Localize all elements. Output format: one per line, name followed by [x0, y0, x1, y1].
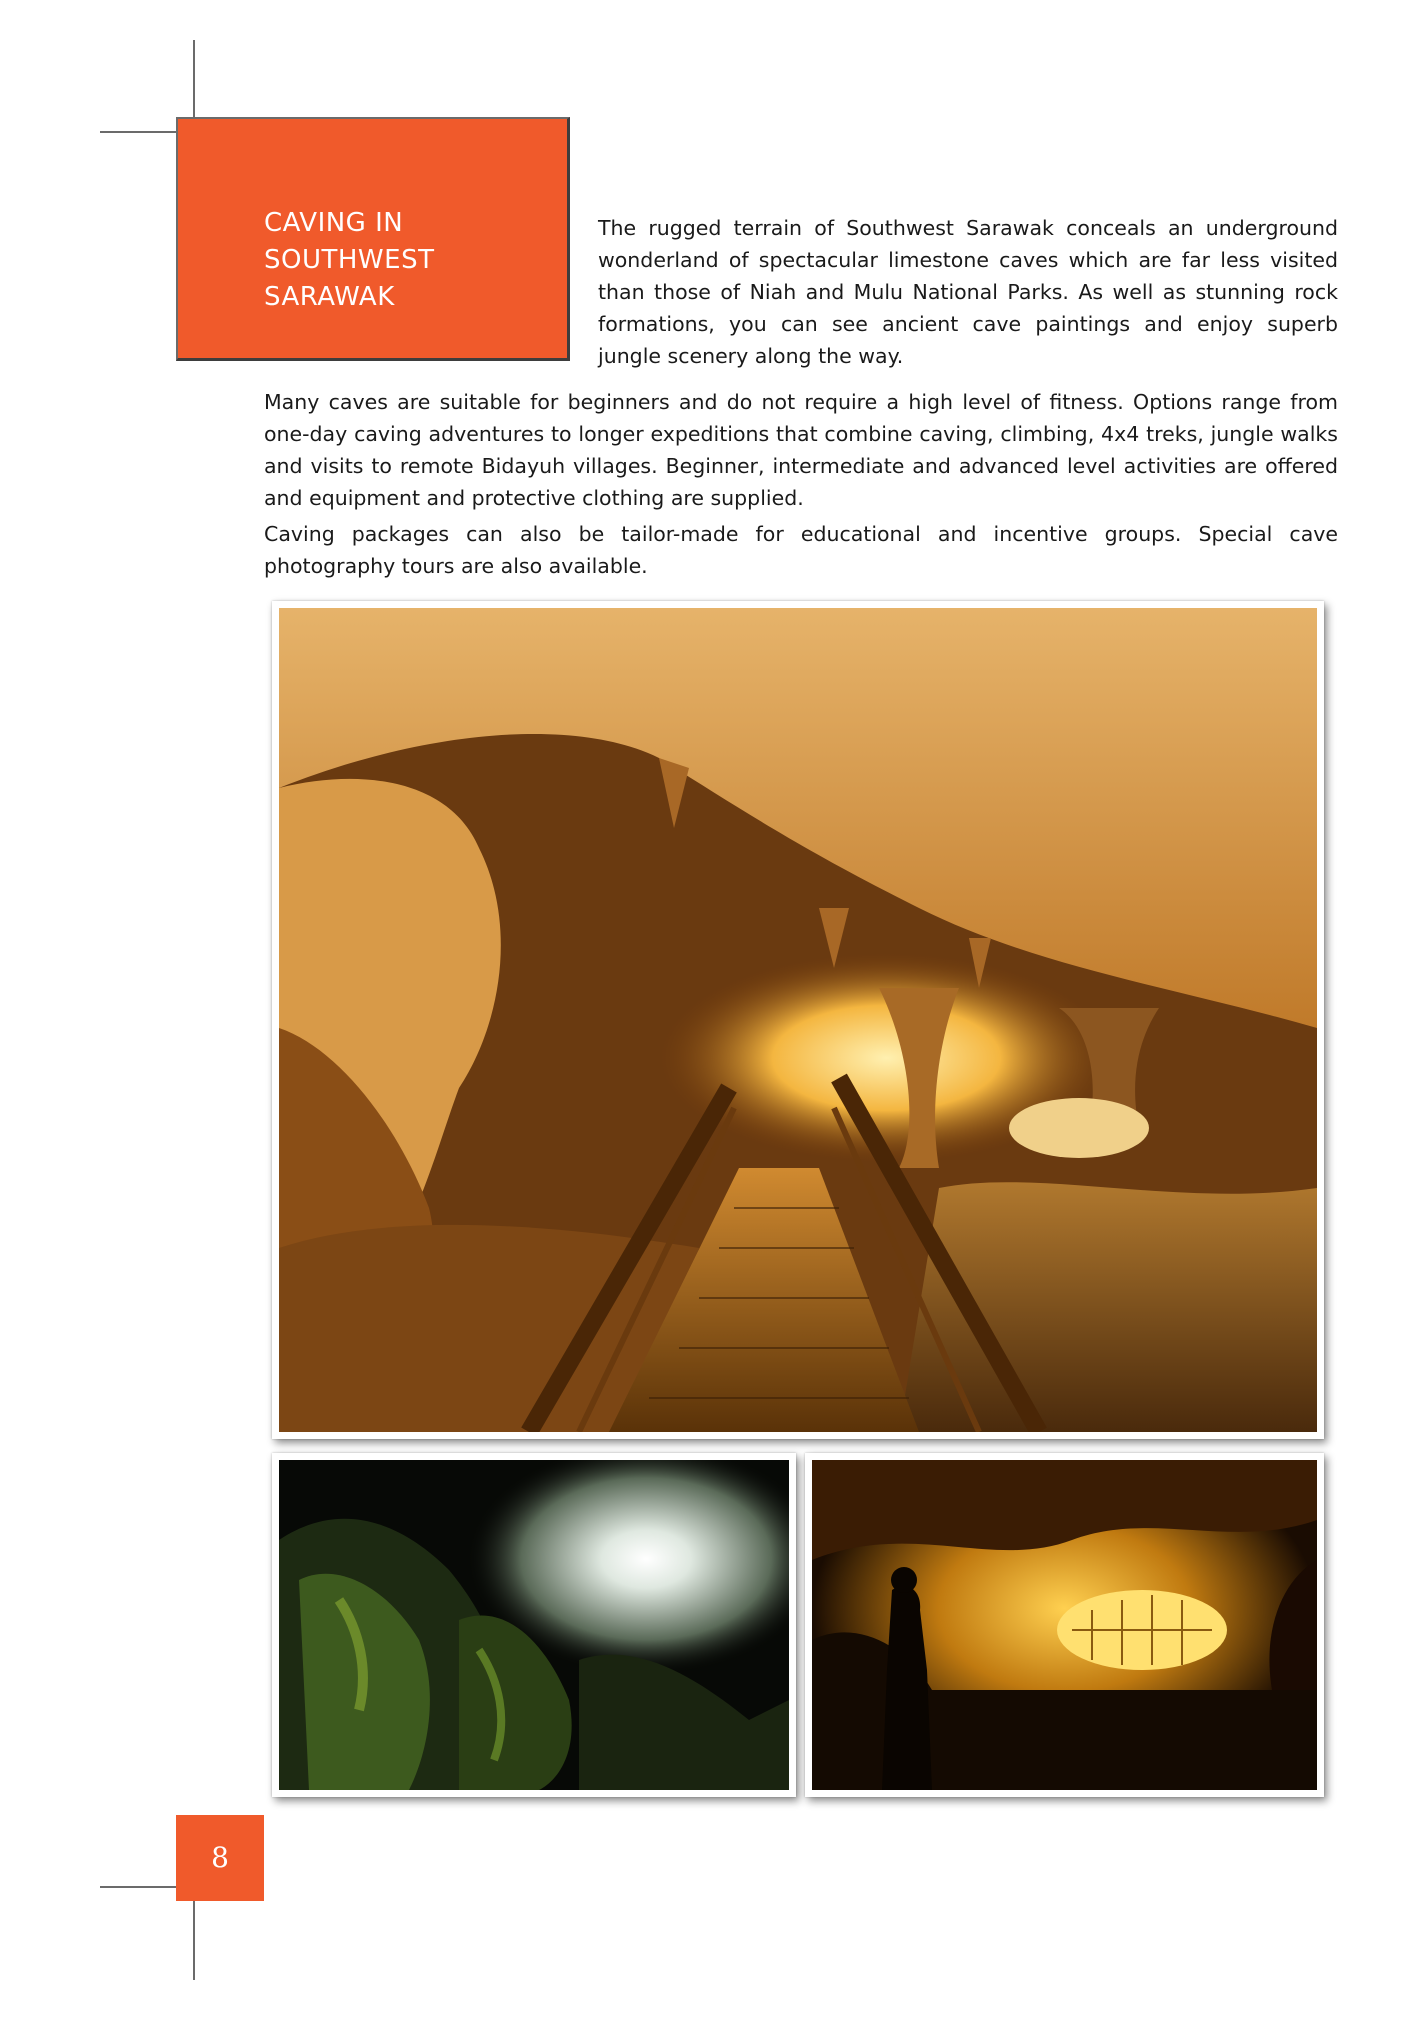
intro-paragraph: The rugged terrain of Southwest Sarawak conceals an underground wonderland of spectacular limestone caves which are far less visited than those of Niah and Mulu National Parks. As well as stunning rock formations, you can see ancient cave paintings and enjoy superb jungle scenery along the way.	[598, 216, 1338, 368]
crop-mark-bottom-vertical	[193, 1888, 195, 1980]
body-paragraph-activities: Many caves are suitable for beginners and do not require a high level of fitness. Options range from one-day caving adventures to longer expeditions that combine caving, climbing, 4x4 treks, jungle walks and visits to remote Bidayuh villages. Beginner, intermediate and advanced level activities are offered and equipment and protective clothing are supplied.	[264, 390, 1338, 510]
cave-entrance-photo	[272, 1453, 796, 1797]
section-title: CAVING IN SOUTHWEST SARAWAK	[264, 208, 435, 312]
section-title-box	[176, 117, 570, 361]
page-number: 8	[211, 1841, 229, 1874]
cave-walkway-photo	[272, 601, 1324, 1439]
page-number-box	[176, 1815, 264, 1901]
cave-silhouette-photo	[805, 1453, 1324, 1797]
body-paragraph-packages: Caving packages can also be tailor-made for educational and incentive groups. Special cave photography tours are also available.	[264, 522, 1338, 578]
